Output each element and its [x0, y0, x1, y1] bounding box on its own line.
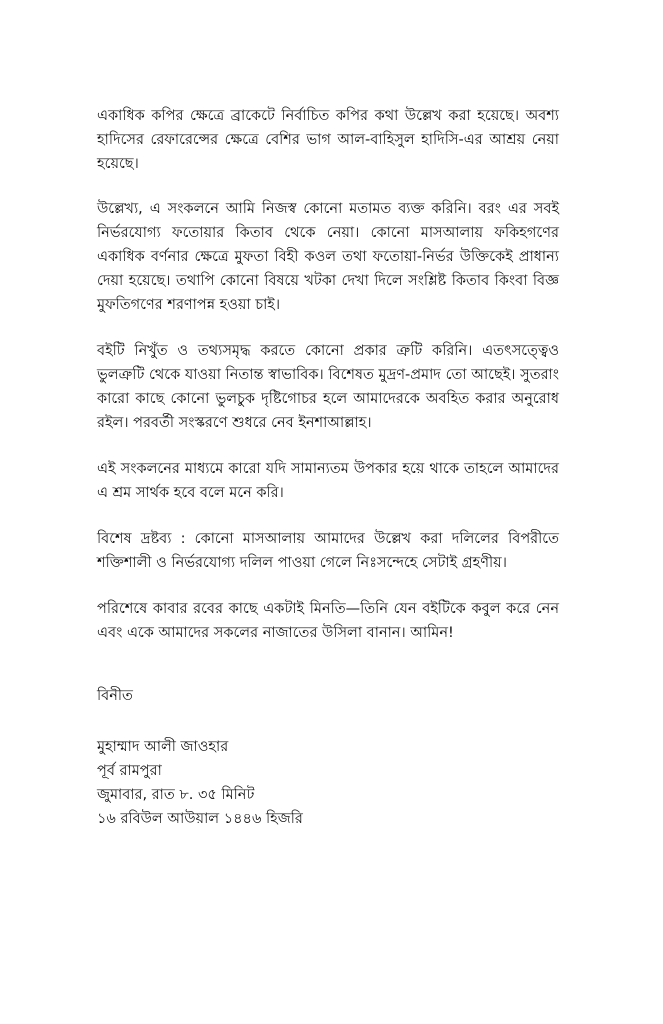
paragraph-special-note: বিশেষ দ্রষ্টব্য : কোনো মাসআলায় আমাদের উল্লেখ করা দলিলের বিপরীতে শক্তিশালী ও নির্ভরযোগ্য দলিল পাওয়া গেলে নিঃসন্দেহে সেটাই গ্রহণীয়।	[97, 531, 559, 571]
signoff	[97, 684, 559, 831]
author-name: মুহাম্মাদ আলী জাওহার	[97, 739, 229, 755]
paragraph-sources: উল্লেখ্য, এ সংকলনে আমি নিজস্ব কোনো মতামত ব্যক্ত করিনি। বরং এর সবই নির্ভরযোগ্য ফতোয়ার কিতাব থেকে নেয়া। কোনো মাসআলায় ফকিহগণের একাধিক বর্ণনার ক্ষেত্রে মুফতা বিহী কওল তথা ফতোয়া-নির্ভর উক্তিকেই প্রাধান্য দেয়া হয়েছে। তথাপি কোনো বিষয়ে খটকা দেখা দিলে সংশ্লিষ্ট কিতাব কিংবা বিজ্ঞ মুফতিগণের শরণাপন্ন হওয়া চাই।	[97, 201, 559, 313]
hijri-date: ১৬ রবিউল আউয়াল ১৪৪৬ হিজরি	[97, 811, 303, 827]
paragraph-errors: বইটি নিখুঁত ও তথ্যসমৃদ্ধ করতে কোনো প্রকার ত্রুটি করিনি। এতৎসত্ত্বেও ভুলত্রুটি থেকে যাওয়া নিতান্ত স্বাভাবিক। বিশেষত মুদ্রণ-প্রমাদ তো আছেই। সুতরাং কারো কাছে কোনো ভুলচুক দৃষ্টিগোচর হলে আমাদেরকে অবহিত করার অনুরোধ রইল। পরবর্তী সংস্করণে শুধরে নেব ইনশাআল্লাহ।	[97, 343, 559, 431]
paragraph-prayer: পরিশেষে কাবার রবের কাছে একটাই মিনতি—তিনি যেন বইটিকে কবুল করে নেন এবং একে আমাদের সকলের নাজাতের উসিলা বানান। আমিন!	[97, 601, 559, 641]
paragraph-benefit: এই সংকলনের মাধ্যমে কারো যদি সামান্যতম উপকার হয়ে থাকে তাহলে আমাদের এ শ্রম সার্থক হবে বলে মনে করি।	[97, 461, 559, 501]
author-place: পূর্ব রামপুরা	[97, 763, 162, 779]
preface-body	[97, 104, 559, 667]
closing-word: বিনীত	[97, 688, 133, 704]
paragraph-references: একাধিক কপির ক্ষেত্রে ব্রাকেটে নির্বাচিত কপির কথা উল্লেখ করা হয়েছে। অবশ্য হাদিসের রেফারেন্সের ক্ষেত্রে বেশির ভাগ আল-বাহিসুল হাদিসি-এর আশ্রয় নেয়া হয়েছে।	[97, 108, 559, 172]
writing-datetime: জুমাবার, রাত ৮. ৩৫ মিনিট	[97, 787, 255, 803]
